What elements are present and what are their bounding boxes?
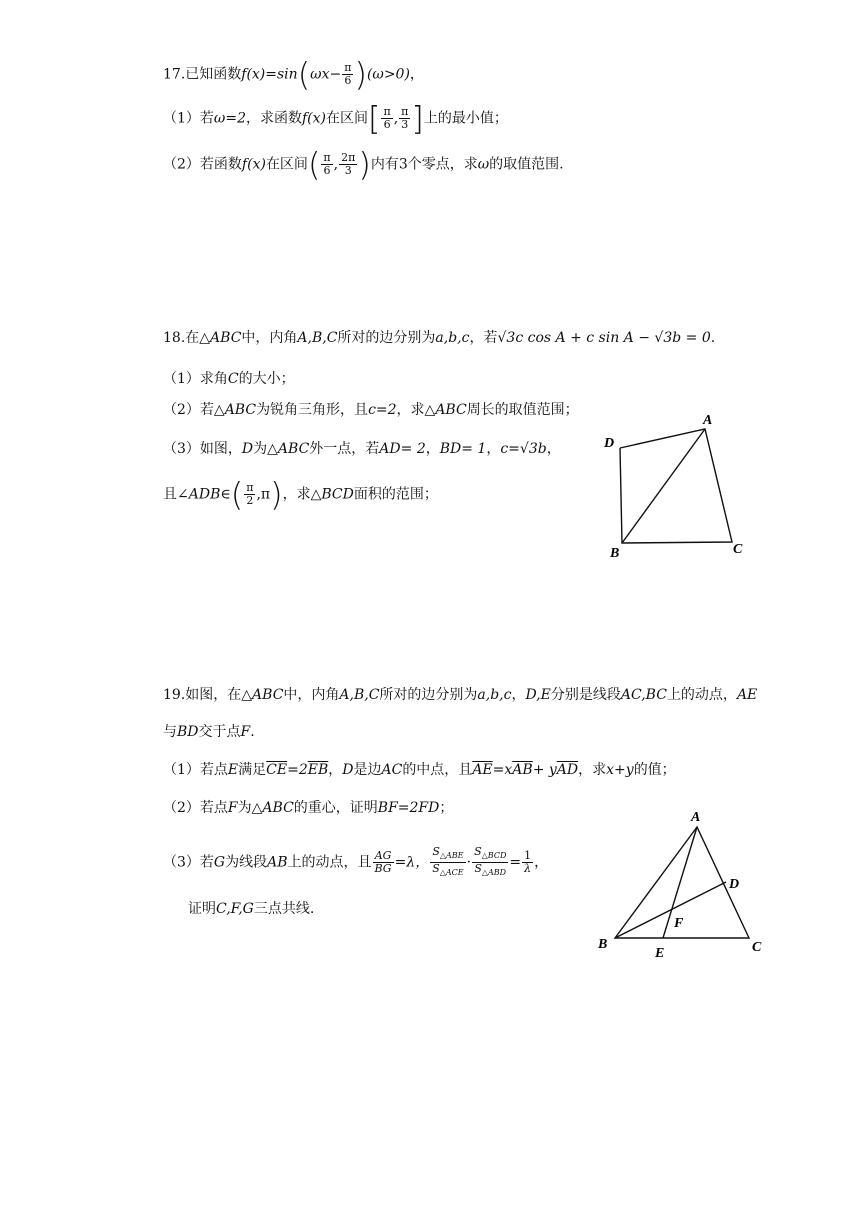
q19-label-C: C — [752, 940, 762, 955]
q17-part2: （2）若函数f(x)在区间( $\frac{\pi}{6}$ , $\frac{2\pi}{3}$ )内有3个零点，求ω的取值范围. — [163, 145, 564, 184]
q19-label-E: E — [655, 946, 665, 961]
q19-label-A: A — [691, 810, 701, 825]
q18-figure — [595, 405, 765, 565]
q17-pi-over-6: $\frac{\pi}{6}$ — [344, 61, 352, 87]
q18-part1: （1）求角C的大小； — [163, 371, 295, 387]
q18-label-D: D — [604, 436, 615, 451]
q19-part1: （1）若点E满足$\overline{CE}=2\overline{EB}$，D是边AC的中点，且$\overline{AE}=x\overline{AB}+ y\overline{AD}$，求x+y的值； — [163, 762, 676, 778]
q18-part3: （3）如图，D为△ABC外一点，若AD= 2，BD= 1，c=√3b， — [163, 441, 561, 457]
q18-part3-cont: 且∠ADB∈( $\frac{\pi}{2}$ ,π)，求△BCD面积的范围； — [163, 475, 438, 514]
q17-stem: 17.已知函数f(x)=sin(ωx− $\frac{\pi}{6}$ )(ω>0)， — [163, 55, 424, 94]
q18-label-A: A — [703, 413, 713, 428]
q17-part1: （1）若ω=2，求函数f(x)在区间[ $\frac{\pi}{6}$ , $\frac{\pi}{3}$ ]上的最小值； — [163, 99, 508, 138]
q18-label-B: B — [610, 546, 620, 561]
q19-stem-line2: 与BD交于点F. — [163, 724, 255, 740]
q19-label-B: B — [598, 937, 608, 952]
q19-label-F: F — [674, 916, 684, 931]
q19-figure — [590, 805, 780, 965]
q19-part3-cont: 证明C,F,G三点共线. — [188, 901, 315, 917]
q18-part2: （2）若△ABC为锐角三角形，且c=2，求△ABC周长的取值范围； — [163, 402, 579, 418]
q17-function-def: f(x)=sin — [241, 66, 298, 83]
q19-label-D: D — [729, 877, 740, 892]
q18-stem: 18.在△ABC中，内角A,B,C所对的边分别为a,b,c，若√3c cos A + c sin A − √3b = 0. — [163, 330, 716, 346]
q17-stem-text: 17.已知函数 — [163, 66, 242, 83]
q19-part2: （2）若点F为△ABC的重心，证明BF=2FD； — [163, 800, 454, 816]
q19-stem: 19.如图，在△ABC中，内角A,B,C所对的边分别为a,b,c，D,E分别是线段AC,BC上的动点，AE — [163, 687, 758, 703]
q19-part3: （3）若G为线段AB上的动点，且 $\frac{AG}{BG}$ =λ， $\frac{S_{\triangle ABE}}{S_{\triangle ACE}}$ · $\frac{S_{\triangle BCD}}{S_{\triangle ABD}}$ = $\frac{1}{\lambda}$ ， — [163, 845, 549, 878]
q18-label-C: C — [733, 542, 743, 557]
